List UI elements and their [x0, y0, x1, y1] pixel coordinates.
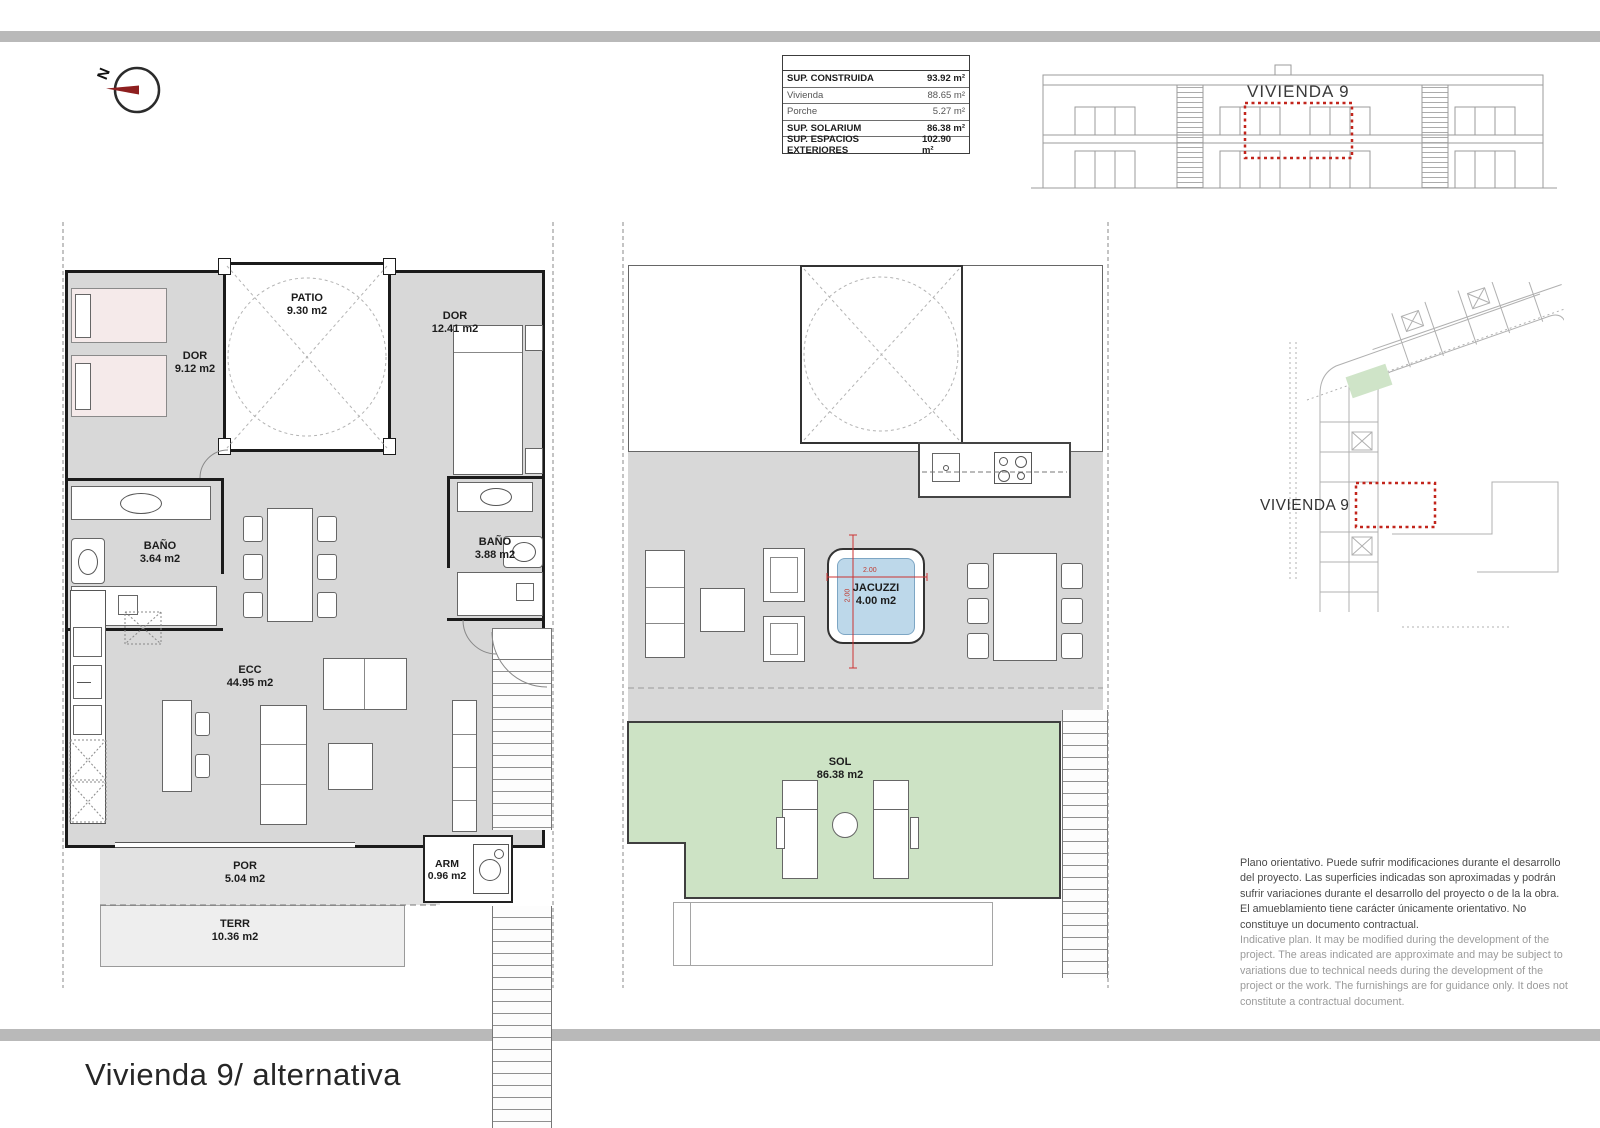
room-area: 3.64 m2 [139, 552, 181, 565]
patio-opening [800, 265, 963, 444]
top-divider [0, 31, 1600, 42]
row-value: 93.92 m² [926, 73, 965, 85]
sink-counter-icon [457, 482, 533, 512]
pillar-icon [383, 438, 396, 455]
elevation-unit-label: VIVIENDA 9 [1247, 82, 1350, 101]
row-label: Vivienda [787, 89, 824, 101]
room-label-bano2 [451, 536, 539, 562]
room-label-ecc [195, 664, 305, 690]
armchair-icon [763, 616, 805, 662]
row-value: 88.65 m² [927, 89, 965, 101]
room-label-dor2 [400, 310, 510, 336]
room-name: ECC [238, 664, 262, 676]
site-green-patch [1346, 364, 1393, 398]
stairs-icon [492, 660, 552, 830]
plan-solarium [615, 220, 1120, 995]
row-label: SUP. SOLARIUM [787, 122, 862, 134]
partition-wall [447, 476, 450, 568]
chair-icon [317, 516, 337, 542]
partition-wall [447, 618, 545, 621]
room-label-por [190, 860, 300, 886]
cabinet-icon [452, 700, 477, 832]
washer-icon [473, 844, 509, 894]
room-name: JACUZZI [852, 582, 900, 594]
room-label-dor1 [140, 350, 250, 376]
toilet-icon [71, 538, 105, 584]
room-name: SOL [828, 756, 852, 768]
room-area: 9.30 m2 [286, 304, 328, 317]
room-area: 4.00 m2 [855, 594, 897, 607]
room-name: PATIO [291, 292, 323, 304]
jacuzzi-width-dim: 2.00 [863, 567, 877, 574]
room-area: 10.36 m2 [211, 930, 259, 943]
sun-lounger-icon [873, 780, 909, 879]
room-label-bano1 [110, 540, 210, 566]
side-table-icon [700, 588, 745, 632]
stairs-icon [1062, 710, 1108, 978]
coffee-table-icon [328, 743, 373, 790]
table-row [783, 104, 969, 121]
solarium-area [628, 722, 1060, 898]
outdoor-kitchen-icon [918, 442, 1071, 498]
room-area: 12.41 m2 [431, 322, 479, 335]
row-value: 86.38 m² [926, 122, 965, 134]
north-label: N [94, 65, 114, 83]
pillar-icon [383, 258, 396, 275]
round-table-icon [832, 812, 858, 838]
room-name: TERR [220, 918, 250, 930]
site-unit-label: VIVIENDA 9 [1260, 497, 1350, 514]
room-area: 9.12 m2 [174, 362, 216, 375]
armchair-icon [763, 548, 805, 602]
unit-highlight-box [1245, 103, 1352, 158]
stair-landing [492, 628, 552, 660]
row-label: SUP. CONSTRUIDA [787, 73, 874, 85]
chair-icon [317, 592, 337, 618]
row-label: SUP. ESPACIOS EXTERIORES [787, 133, 859, 156]
chair-icon [195, 754, 210, 778]
sun-lounger-icon [782, 780, 818, 879]
compass-icon [85, 48, 175, 133]
sofa-icon [260, 705, 307, 825]
chair-icon [317, 554, 337, 580]
partition-wall [65, 478, 223, 481]
chair-icon [1061, 598, 1083, 624]
terrace-line [690, 902, 691, 966]
areas-table-header [783, 56, 969, 71]
bed-icon [71, 288, 167, 343]
site-lines [1290, 282, 1564, 627]
dining-table-icon [993, 553, 1057, 661]
room-name: DOR [182, 350, 208, 362]
room-label-arm [421, 858, 473, 883]
pillar-icon [218, 438, 231, 455]
table-row [783, 88, 969, 105]
elevation-drawing [1025, 55, 1560, 203]
partition-wall [447, 476, 545, 479]
room-area: 5.04 m2 [224, 872, 266, 885]
room-name: ARM [435, 858, 459, 870]
disclaimer [1240, 856, 1570, 1010]
room-label-sol [790, 756, 890, 782]
shower-icon [457, 572, 543, 616]
window-band [115, 842, 355, 848]
site-plan [1252, 282, 1564, 644]
chair-icon [1061, 563, 1083, 589]
desk-icon [162, 700, 192, 792]
chair-icon [967, 598, 989, 624]
room-label-jacuzzi [827, 582, 925, 608]
row-value: 102.90 m² [921, 133, 952, 156]
row-label: Porche [787, 106, 818, 118]
disclaimer-en: Indicative plan. It may be modified during the development of the project. The areas indicated are approximate and may be subject to variations due to technical needs during the development of the project or the work. The furnishings are for guidance only. It does not constitute a contractual document. [1240, 934, 1568, 1008]
plan-ground [55, 220, 565, 995]
table-row [783, 133, 969, 156]
lower-terrace-outline [673, 902, 993, 966]
bed-icon [453, 325, 523, 475]
chair-icon [243, 592, 263, 618]
room-name: DOR [442, 310, 468, 322]
areas-table [782, 55, 970, 154]
room-area: 86.38 m2 [816, 768, 864, 781]
chair-icon [967, 633, 989, 659]
pillar-icon [218, 258, 231, 275]
room-name: POR [233, 860, 257, 872]
north-needle-icon [106, 86, 139, 95]
table-row [783, 71, 969, 88]
kitchen-counter-icon [70, 590, 106, 824]
room-area: 0.96 m2 [427, 870, 467, 883]
chair-icon [1061, 633, 1083, 659]
room-area: 3.88 m2 [474, 548, 516, 561]
room-label-patio [252, 292, 362, 318]
row-value: 5.27 m² [932, 106, 965, 118]
sofa-icon [323, 658, 407, 710]
chair-icon [967, 563, 989, 589]
page-title: Vivienda 9/ alternativa [85, 1057, 401, 1092]
chair-icon [243, 554, 263, 580]
unit-highlight-box [1356, 483, 1435, 527]
room-name: BAÑO [478, 536, 512, 548]
nightstand-icon [525, 448, 543, 474]
jacuzzi-height-dim: 2.00 [844, 588, 852, 603]
sofa-icon [645, 550, 685, 658]
stove-icon [994, 452, 1032, 484]
room-label-terr [180, 918, 290, 944]
bottom-divider [0, 1029, 1600, 1041]
room-area: 44.95 m2 [226, 676, 274, 689]
sink-counter-icon [71, 486, 211, 520]
disclaimer-es: Plano orientativo. Puede sufrir modificaciones durante el desarrollo del proyecto. Las superficies indicadas son aproximadas y podrán sufrir variaciones durante el desarrollo del proyecto o de la la obra. El amueblamiento tiene carácter únicamente orientativo. No constituye un documento contractual. [1240, 857, 1561, 931]
room-name: BAÑO [143, 540, 177, 552]
partition-wall [221, 478, 224, 574]
chair-icon [195, 712, 210, 736]
chair-icon [243, 516, 263, 542]
dining-table-icon [267, 508, 313, 622]
nightstand-icon [525, 325, 543, 351]
stairs-icon [492, 906, 552, 1128]
